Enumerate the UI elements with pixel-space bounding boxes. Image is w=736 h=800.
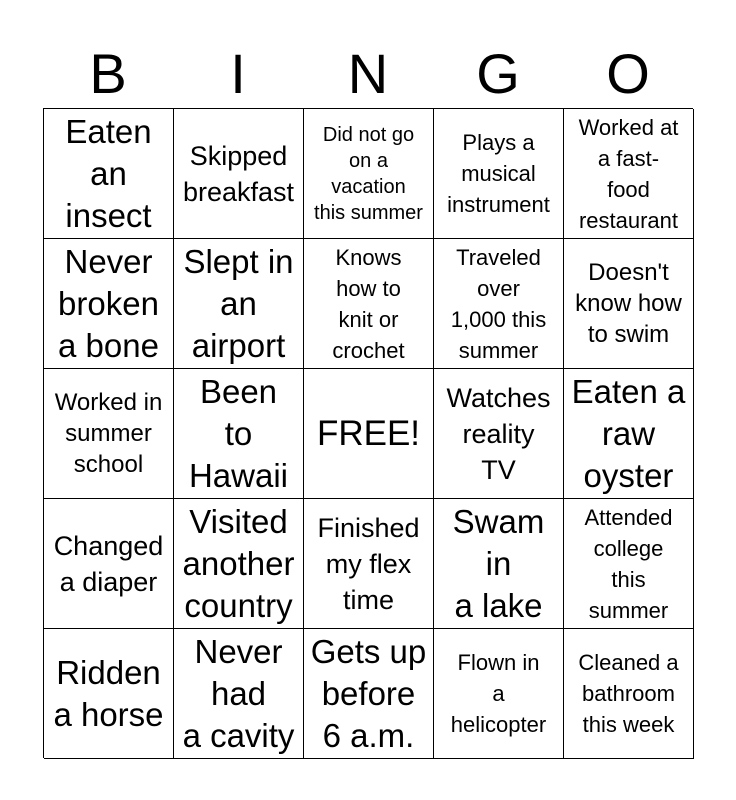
cell-text: Eaten an insect — [65, 112, 152, 234]
cell-text: Did not go on a vacation this summer — [314, 123, 423, 224]
header-letter-g: G — [476, 42, 520, 105]
bingo-cell[interactable] — [174, 629, 304, 759]
bingo-cell[interactable] — [434, 499, 564, 629]
header-letter-i: I — [230, 42, 246, 105]
bingo-cell[interactable] — [44, 109, 174, 239]
bingo-cell[interactable] — [44, 629, 174, 759]
cell-text: Ridden a horse — [53, 653, 164, 733]
bingo-cell[interactable] — [564, 109, 694, 239]
cell-text: Eaten a raw oyster — [571, 372, 686, 494]
bingo-cell[interactable] — [174, 239, 304, 369]
cell-text: Slept in an airport — [183, 242, 294, 364]
cell-text: Finished my flex time — [317, 512, 420, 615]
cell-text: Traveled over 1,000 this summer — [450, 244, 547, 363]
bingo-cell[interactable] — [304, 499, 434, 629]
bingo-cell[interactable] — [174, 499, 304, 629]
bingo-cell[interactable] — [174, 369, 304, 499]
cell-text: Watches reality TV — [446, 382, 551, 485]
cell-text: Worked in summer school — [54, 389, 163, 478]
cell-text: Visited another country — [182, 502, 295, 624]
cell-text: Flown in a helicopter — [450, 650, 547, 737]
bingo-cell[interactable] — [564, 629, 694, 759]
header-letter-n: N — [347, 42, 389, 105]
cell-text: Doesn't know how to swim — [575, 259, 682, 348]
free-cell[interactable] — [304, 369, 434, 499]
bingo-cell[interactable] — [434, 109, 564, 239]
bingo-cell[interactable] — [564, 239, 694, 369]
cell-text: Changed a diaper — [53, 530, 164, 597]
cell-text: Been to Hawaii — [188, 372, 289, 494]
bingo-cell[interactable] — [564, 499, 694, 629]
bingo-cell[interactable] — [564, 369, 694, 499]
cell-text: Never had a cavity — [182, 632, 295, 754]
bingo-board — [43, 108, 693, 758]
bingo-cell[interactable] — [434, 239, 564, 369]
bingo-cell[interactable] — [44, 239, 174, 369]
header-letter-b: B — [89, 42, 127, 105]
bingo-cell[interactable] — [174, 109, 304, 239]
cell-text: Plays a musical instrument — [447, 130, 550, 217]
bingo-cell[interactable] — [304, 629, 434, 759]
bingo-header — [43, 40, 693, 108]
bingo-cell[interactable] — [434, 629, 564, 759]
bingo-cell[interactable] — [304, 239, 434, 369]
cell-text: Attended college this summer — [584, 504, 673, 623]
cell-text: Worked at a fast- food restaurant — [578, 114, 679, 233]
bingo-cell[interactable] — [44, 499, 174, 629]
cell-text: Never broken a bone — [58, 242, 159, 364]
bingo-cell[interactable] — [44, 369, 174, 499]
cell-text: Swam in a lake — [452, 502, 545, 624]
cell-text: Gets up before 6 a.m. — [310, 632, 427, 754]
header-letter-o: O — [606, 42, 650, 105]
bingo-cell[interactable] — [434, 369, 564, 499]
cell-text: Skipped breakfast — [182, 140, 295, 207]
bingo-cell[interactable] — [304, 109, 434, 239]
cell-text: Cleaned a bathroom this week — [578, 650, 679, 737]
cell-text: Knows how to knit or crochet — [332, 244, 405, 363]
free-cell-text: FREE! — [316, 413, 421, 453]
